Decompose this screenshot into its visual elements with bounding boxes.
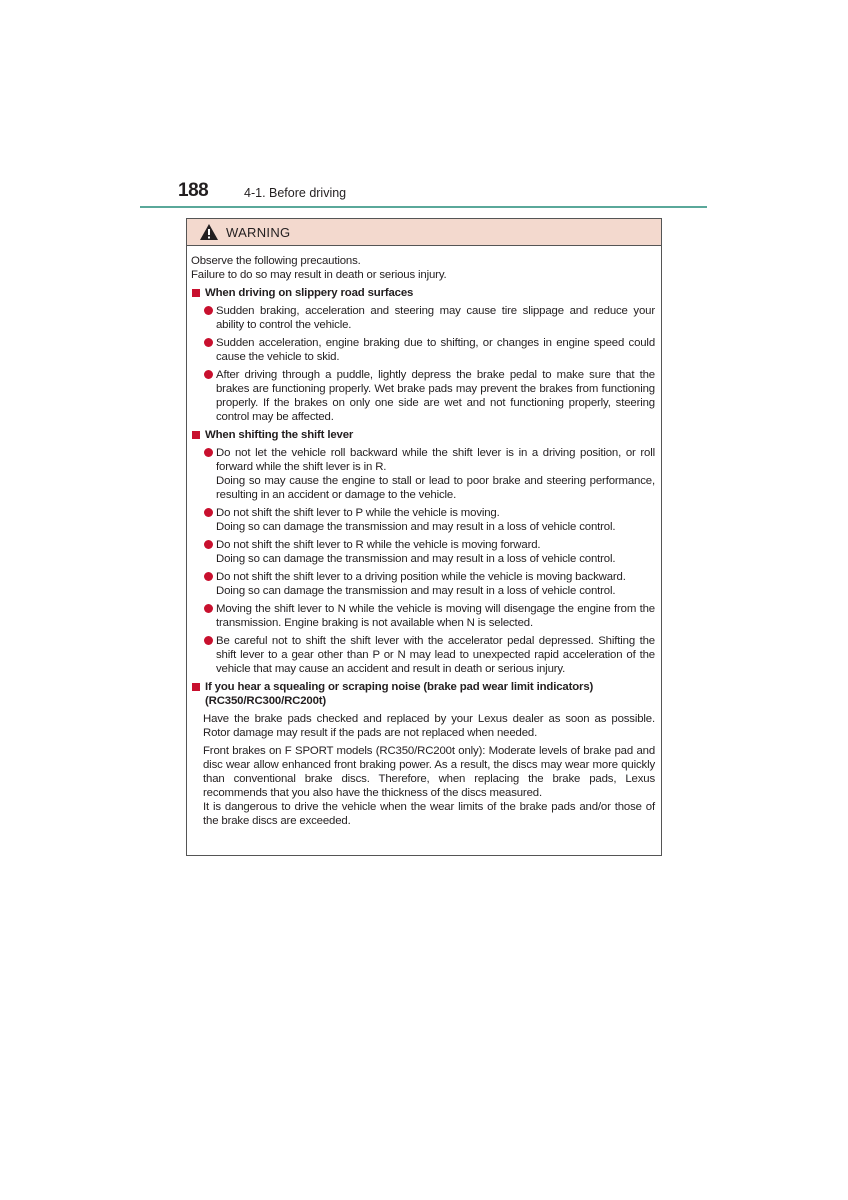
square-bullet-icon bbox=[192, 289, 200, 297]
warning-header bbox=[187, 219, 661, 246]
intro-line: Failure to do so may result in death or serious injury. bbox=[191, 269, 447, 281]
list-item: Moving the shift lever to N while the vehicle is moving will disengage the engine from the transmission. Engine braking is not available when N is selected. bbox=[204, 602, 655, 630]
warning-triangle-icon bbox=[199, 223, 219, 241]
list-item: Sudden acceleration, engine braking due to shifting, or changes in engine speed could cause the vehicle to skid. bbox=[204, 336, 655, 364]
list-item: Do not let the vehicle roll backward while the shift lever is in a driving position, or roll forward while the shift lever is in R. Doing so may cause the engine to stall or lead to poor brake and steering performance, resulting in an accident or damage to the vehicle. bbox=[204, 446, 655, 502]
paragraph: Front brakes on F SPORT models (RC350/RC200t only): Moderate levels of brake pad and disc wear allow enhanced front braking power. As a result, the discs may wear more quickly than conventional brake discs. Therefore, when replacing the brake pads, Lexus recommends that you also have the thickness of the discs measured. bbox=[203, 745, 655, 799]
precaution-list bbox=[191, 304, 655, 424]
circle-bullet-icon bbox=[204, 604, 213, 613]
circle-bullet-icon bbox=[204, 448, 213, 457]
header-divider bbox=[140, 206, 707, 208]
list-item: Do not shift the shift lever to P while the vehicle is moving. Doing so can damage the transmission and may result in a loss of vehicle control. bbox=[204, 506, 655, 534]
square-bullet-icon bbox=[192, 683, 200, 691]
warning-content bbox=[187, 246, 661, 828]
circle-bullet-icon bbox=[204, 508, 213, 517]
circle-bullet-icon bbox=[204, 636, 213, 645]
list-item: After driving through a puddle, lightly depress the brake pedal to make sure that the brakes are functioning properly. Wet brake pads may prevent the brakes from functioning properly. If the brakes on only one side are wet and not functioning properly, steering control may be affected. bbox=[204, 368, 655, 424]
section-heading: When shifting the shift lever bbox=[191, 428, 655, 442]
list-item: Be careful not to shift the shift lever with the accelerator pedal depressed. Shifting the shift lever to a gear other than P or N may lead to unexpected rapid acceleration of the vehicle that may cause an accident and result in death or serious injury. bbox=[204, 634, 655, 676]
page-number: 188 bbox=[178, 180, 209, 201]
page-header bbox=[178, 180, 698, 206]
circle-bullet-icon bbox=[204, 540, 213, 549]
circle-bullet-icon bbox=[204, 338, 213, 347]
list-item: Do not shift the shift lever to a driving position while the vehicle is moving backward. Doing so can damage the transmission and may result in a loss of vehicle control. bbox=[204, 570, 655, 598]
circle-bullet-icon bbox=[204, 306, 213, 315]
section-heading: If you hear a squealing or scraping noise (brake pad wear limit indicators) (RC350/RC300/RC200t) bbox=[191, 680, 655, 708]
square-bullet-icon bbox=[192, 431, 200, 439]
warning-box bbox=[186, 218, 662, 856]
list-item: Do not shift the shift lever to R while the vehicle is moving forward. Doing so can damage the transmission and may result in a loss of vehicle control. bbox=[204, 538, 655, 566]
paragraph: Have the brake pads checked and replaced by your Lexus dealer as soon as possible. Rotor damage may result if the pads are not replaced when needed. bbox=[203, 713, 655, 739]
section-title: 4-1. Before driving bbox=[244, 186, 347, 200]
list-item: Sudden braking, acceleration and steering may cause tire slippage and reduce your ability to control the vehicle. bbox=[204, 304, 655, 332]
warning-title: WARNING bbox=[226, 224, 291, 240]
section-heading: When driving on slippery road surfaces bbox=[191, 286, 655, 300]
intro-line: Observe the following precautions. bbox=[191, 255, 361, 267]
circle-bullet-icon bbox=[204, 572, 213, 581]
paragraph: It is dangerous to drive the vehicle when the wear limits of the brake pads and/or those of the brake discs are exceeded. bbox=[203, 801, 655, 827]
precaution-list bbox=[191, 446, 655, 676]
circle-bullet-icon bbox=[204, 370, 213, 379]
